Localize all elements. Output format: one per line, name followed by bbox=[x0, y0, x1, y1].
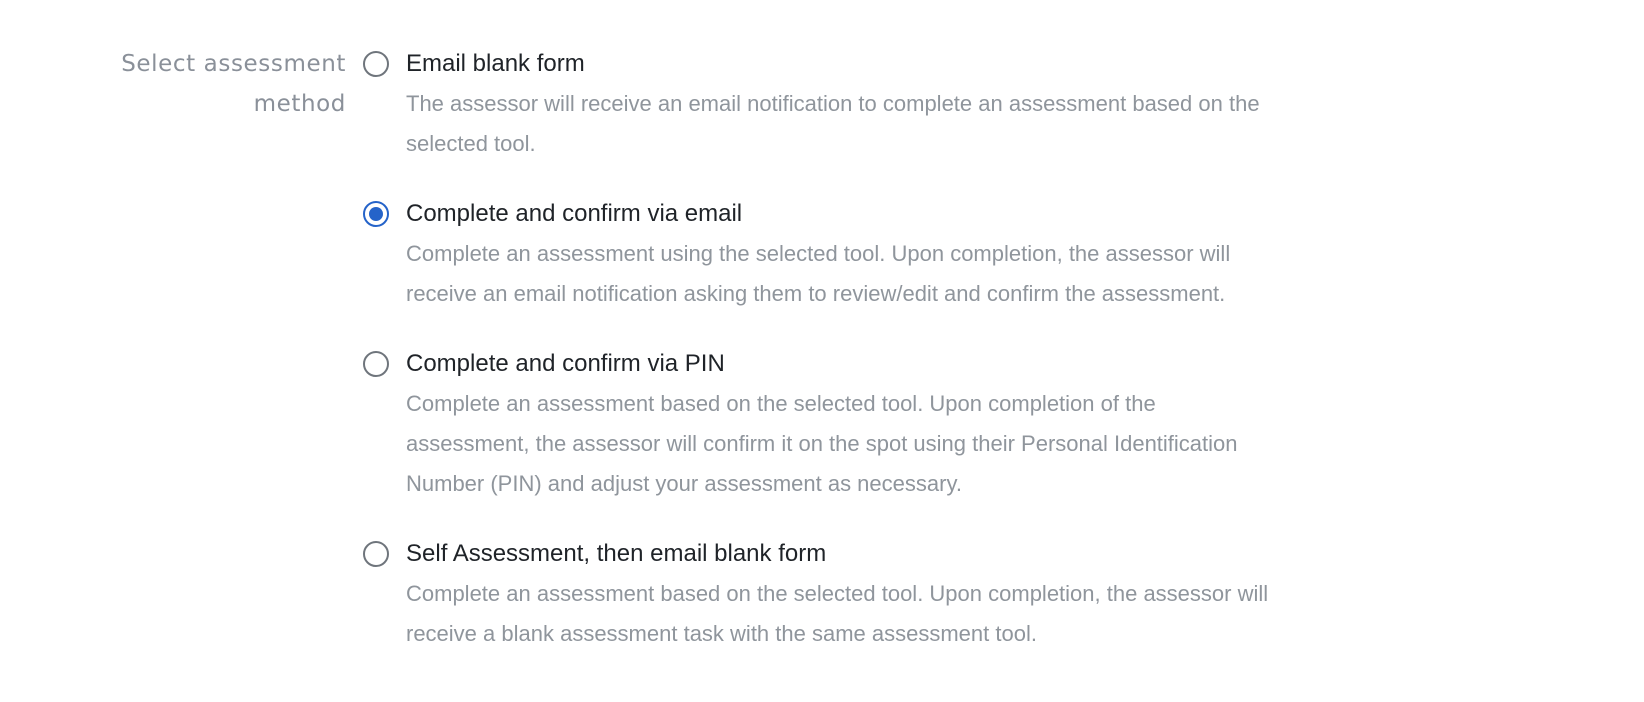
option-email-blank-form[interactable] bbox=[363, 44, 1363, 164]
option-title[interactable]: Email blank form bbox=[406, 50, 585, 77]
description-line: receive an email notification asking them to review/edit and confirm the assessment. bbox=[406, 281, 1226, 306]
option-description bbox=[406, 234, 1366, 314]
radio-confirm-via-email[interactable] bbox=[363, 201, 389, 227]
option-description bbox=[406, 574, 1366, 654]
option-confirm-via-pin[interactable] bbox=[363, 344, 1363, 504]
option-description bbox=[406, 84, 1366, 164]
option-confirm-via-email[interactable] bbox=[363, 194, 1363, 314]
assessment-method-label bbox=[60, 44, 346, 124]
radio-email-blank-form[interactable] bbox=[363, 51, 389, 77]
description-line: Complete an assessment based on the selected tool. Upon completion of the bbox=[406, 391, 1156, 416]
option-description bbox=[406, 384, 1366, 504]
radio-self-assessment[interactable] bbox=[363, 541, 389, 567]
description-line: Number (PIN) and adjust your assessment as necessary. bbox=[406, 471, 962, 496]
description-line: selected tool. bbox=[406, 131, 536, 156]
assessment-method-options bbox=[363, 44, 1363, 654]
description-line: receive a blank assessment task with the same assessment tool. bbox=[406, 621, 1037, 646]
option-title[interactable]: Complete and confirm via email bbox=[406, 200, 743, 227]
description-line: The assessor will receive an email notification to complete an assessment based on the bbox=[406, 91, 1260, 116]
option-title[interactable]: Self Assessment, then email blank form bbox=[406, 540, 827, 567]
label-line-2: method bbox=[253, 91, 346, 117]
option-self-assessment[interactable] bbox=[363, 534, 1363, 654]
option-title[interactable]: Complete and confirm via PIN bbox=[406, 350, 725, 377]
radio-confirm-via-pin[interactable] bbox=[363, 351, 389, 377]
description-line: Complete an assessment based on the selected tool. Upon completion, the assessor will bbox=[406, 581, 1269, 606]
label-line-1: Select assessment bbox=[121, 51, 346, 77]
description-line: assessment, the assessor will confirm it on the spot using their Personal Identification bbox=[406, 431, 1238, 456]
description-line: Complete an assessment using the selected tool. Upon completion, the assessor will bbox=[406, 241, 1231, 266]
